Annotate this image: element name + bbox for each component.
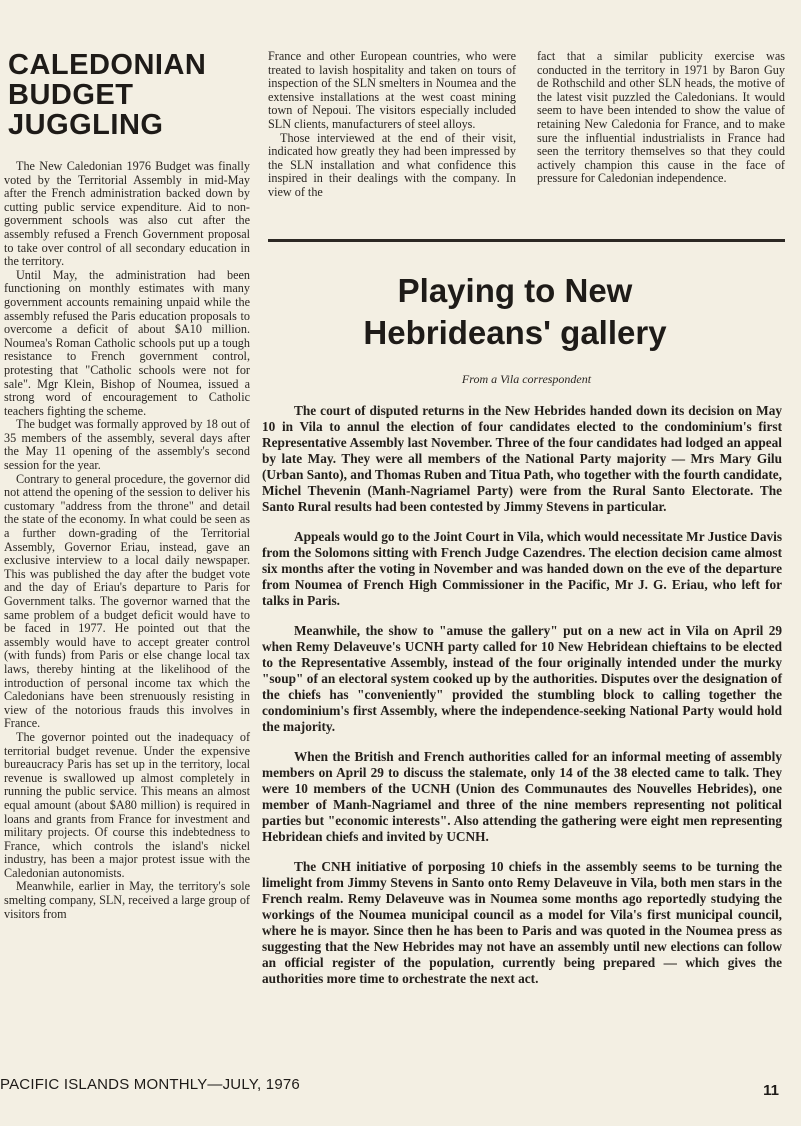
left-paragraph: Until May, the administration had been functioning on monthly estimates with many government accounts remaining unpaid while the assembly refused the Paris education proposals to overcome a deficit of about $A10 million. Noumea's Roman Catholic schools put up a tough resistance to French government control, protesting that "Catholic schools were not for sale". Mgr Klein, Bishop of Noumea, issued a strong word of encouragement to Catholic teachers fighting the scheme. — [4, 267, 250, 418]
main-paragraph: When the British and French authorities called for an informal meeting of assembly members on April 29 to discuss the stalemate, only 14 of the 38 elected came to talk. They were 10 members of the UCNH (Union des Communautes des Nouvelles Hebrides), one member of Manh-Nagriamel and three of the nine members representing not political parties but "economic interests". Also attending the gathering were eight men representing Hebridean chiefs and invited by UCNH. — [262, 749, 782, 844]
left-article-continuation-right — [537, 50, 785, 186]
left-article-continuation-mid — [268, 50, 516, 200]
main-paragraph: Meanwhile, the show to "amuse the gallery" put on a new act in Vila on April 29 when Remy Delaveuve's UCNH party called for 10 New Hebridean chieftains to be elected to the Representative Assembly, instead of the four originally intended under the murky "soup" of an electoral system cooked up by the authorities. Disputes over the designation of the chiefs has "conveniently" provided the stumbling block to calling together the condominium's first Assembly, where the independence-seeking National Party would hold the majority. — [262, 623, 782, 734]
mid-paragraph: Those interviewed at the end of their visit, indicated how greatly they had been impressed by the SLN installation and what confidence this inspired in their dealings with the company. In view of the — [268, 130, 516, 199]
left-paragraph: Contrary to general procedure, the governor did not attend the opening of the session to deliver his customary "address from the throne" and detail the state of the economy. In what could be seen as a further down-grading of the Territorial Assembly, Governor Eriau, instead, gave an exclusive interview to a local daily newspaper. This was published the day after the budget vote and the day of Eriau's departure to Paris for Government talks. The governor warned that the same problem of a budget deficit would have to be faced in 1977. He pointed out that the assembly would have to accept greater control (with funds) from Paris or else change local tax laws, thereby hinting at the likelihood of the introduction of personal income tax which the Caledonians have been strenuously resisting in view of the notorious frauds this involves in France. — [4, 471, 250, 731]
right-paragraph: fact that a similar publicity exercise was conducted in the territory in 1971 by Baron Guy de Rothschild and other SLN heads, the motive of the latest visit puzzled the Caledonians. It would seem to have been intended to show the value of retaining New Caledonia for France, and to make sure the influential industrialists in France had seen the territory themselves so that they could actively champion this cause in the face of pressure for Caledonian independence. — [537, 49, 785, 186]
main-paragraph: Appeals would go to the Joint Court in Vila, which would necessitate Mr Justice Davis from the Solomons sitting with French Judge Cazendres. The election decision came almost six months after the voting in November and was handed down on the eve of the departure from Noumea of French High Commissioner in the Pacific, Mr J. G. Eriau, who left for talks in Paris. — [262, 529, 782, 608]
publication-footer: PACIFIC ISLANDS MONTHLY—JULY, 1976 — [0, 1076, 300, 1093]
main-article-body — [262, 403, 782, 1001]
left-paragraph: Meanwhile, earlier in May, the territory's sole smelting company, SLN, received a large group of visitors from — [4, 879, 250, 921]
left-article-column — [4, 50, 250, 921]
left-paragraph: The governor pointed out the inadequacy of territorial budget revenue. Under the expensive bureaucracy Paris has set up in the territory, local revenue is swallowed up almost completely in running the public service. This means an almost equal amount (about $A80 million) is required in loans and grants from France for investment and military projects. Of course this indebtedness to France, which controls the island's nickel industry, has been a major protest issue with the Caledonian autonomists. — [4, 729, 250, 880]
byline: From a Vila correspondent — [461, 372, 592, 386]
mid-paragraph: France and other European countries, who were treated to lavish hospitality and taken on tours of inspection of the SLN smelters in Noumea and the extensive installations at the west coast mining town of Nepoui. The visitors especially included SLN clients, manufacturers of steel alloys. — [268, 49, 516, 131]
main-paragraph: The CNH initiative of porposing 10 chiefs in the assembly seems to be turning the limelight from Jimmy Stevens in Santo onto Remy Delaveuve in Vila, both men stars in the French realm. Remy Delaveuve was in Noumea some months ago reportedly studying the workings of the Noumea municipal council as a model for Vila's first municipal council, where he is mayor. Since then he has been to Paris and was quoted in the Noumea press as suggesting that the New Hebrides may not have an assembly until new elections can follow an official register of the population, currently being prepared — which gives the authorities more time to orchestrate the next act. — [262, 859, 782, 986]
page-number: 11 — [763, 1082, 779, 1099]
left-article-body — [4, 160, 250, 921]
left-paragraph: The budget was formally approved by 18 out of 35 members of the assembly, several days after the May 11 opening of the assembly's second session for the year. — [4, 417, 250, 473]
main-paragraph: The court of disputed returns in the New Hebrides handed down its decision on May 10 in Vila to annul the election of four candidates elected to the condominium's first Representative Assembly last November. Three of the four candidates had lodged an appeal by late May. They were all members of the National Party majority — Mrs Mary Gilu (Urban Santo), and Thomas Ruben and Titua Path, who together with the fourth candidate, Michel Thevenin (Manh-Nagriamel Party) were from the Rural Santo Electorate. The Santo Rural results had been contested by Jimmy Stevens in particular. — [262, 403, 782, 514]
headline-line-1: Playing to New — [397, 272, 633, 309]
section-divider — [268, 239, 785, 242]
main-article-headline — [300, 270, 730, 354]
headline-line-2: Hebrideans' gallery — [363, 314, 667, 351]
left-article-headline: CALEDONIAN BUDGET JUGGLING — [8, 49, 207, 141]
left-paragraph: The New Caledonian 1976 Budget was finally voted by the Territorial Assembly in mid-May after the French administration backed down by cutting public service expenditure. Aid to non-government schools was also cut after the assembly refused a French Government proposal to take over control of all secondary education in the territory. — [4, 159, 250, 269]
